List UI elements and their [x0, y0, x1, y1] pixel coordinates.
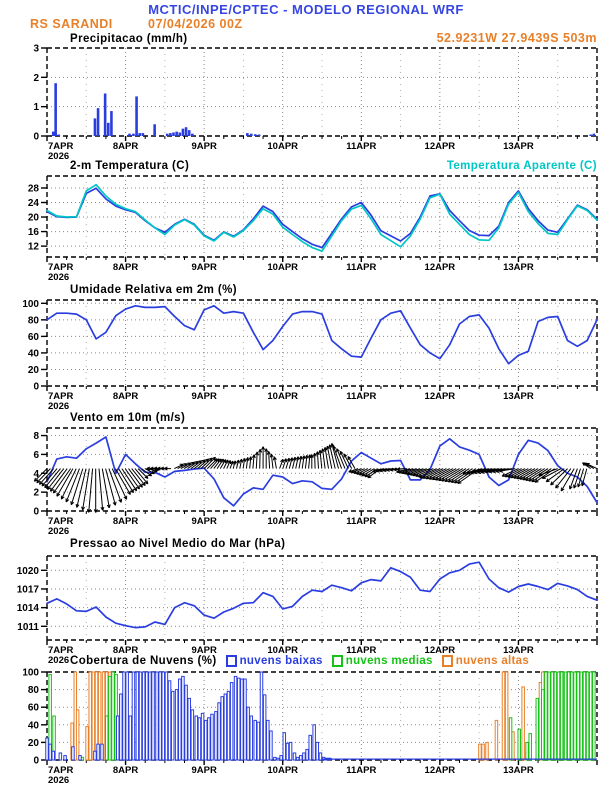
wind-arrow [305, 455, 308, 469]
y-tick-label: 2 [33, 487, 39, 499]
y-tick-label: 2 [33, 72, 39, 84]
cloud-bar-blue [296, 757, 299, 760]
cloud-bar-green [554, 672, 557, 760]
cloud-bar-blue [234, 676, 237, 760]
panel-title-precipitacao: Precipitacao (mm/h) [70, 33, 188, 45]
cloud-bar-blue [198, 718, 201, 760]
model-title: MCTIC/INPE/CPTEC - MODELO REGIONAL WRF [148, 2, 464, 17]
cloud-bar-blue [260, 672, 263, 760]
cloud-bar-blue [116, 716, 119, 760]
cloud-bar-orange [479, 744, 482, 760]
cloud-bar-blue [195, 716, 198, 760]
wind-arrow [299, 456, 302, 469]
cloud-bar-green [577, 672, 580, 760]
cloud-bar-blue [162, 672, 165, 760]
x-year-label: 2026 [48, 401, 70, 412]
wind-arrow [270, 454, 273, 469]
wind-arrow [302, 456, 305, 469]
wind-arrow [296, 457, 299, 469]
cloud-bar-blue [142, 672, 145, 760]
wind-arrow [310, 455, 313, 469]
cloud-bar-green [560, 672, 563, 760]
precip-bar [132, 134, 135, 136]
x-day-label: 13APR [503, 516, 534, 527]
cloud-bar-orange [522, 687, 525, 760]
y-tick-label: 0 [33, 381, 39, 393]
x-day-label: 10APR [267, 391, 299, 402]
y-tick-label: 60 [27, 702, 39, 714]
cloud-bar-green [567, 672, 570, 760]
y-tick-label: 80 [27, 315, 39, 327]
cloud-bar-green [526, 742, 529, 760]
cloud-bar-blue [247, 707, 250, 760]
cloud-bar-blue [146, 672, 149, 760]
cloud-bar-blue [191, 710, 194, 760]
wind-arrow [102, 469, 110, 508]
precip-bar [172, 132, 175, 136]
precip-bar [593, 134, 596, 136]
cloud-bar-blue [230, 683, 233, 760]
run-datetime: 07/04/2026 00Z [148, 17, 243, 31]
wind-arrow [256, 452, 259, 469]
cloud-bar-blue [208, 718, 211, 760]
precip-bar [107, 123, 110, 136]
cloud-bar-blue [224, 694, 227, 760]
cloud-bar-orange [482, 744, 485, 760]
wind-arrow [240, 459, 243, 469]
cloud-bar-blue [156, 672, 159, 760]
wind-arrow [53, 469, 70, 494]
cloud-bar-orange [486, 742, 489, 760]
x-day-label: 12APR [424, 765, 456, 776]
x-day-label: 7APR [48, 516, 74, 527]
cloud-bar-green [557, 672, 560, 760]
cloud-bar-blue [227, 691, 230, 760]
cloud-bar-green [564, 672, 567, 760]
x-day-label: 8APR [112, 516, 139, 527]
precip-bar [175, 132, 178, 136]
precip-bar [110, 111, 113, 136]
wind-arrow [48, 469, 64, 490]
x-day-label: 12APR [424, 391, 456, 402]
wind-arrow [316, 452, 319, 469]
cloud-bar-blue [64, 756, 66, 760]
precip-bar [258, 135, 261, 136]
cloud-bar-blue [283, 733, 286, 760]
wind-arrow [586, 464, 597, 469]
precip-bar [246, 133, 249, 136]
cloud-bar-blue [159, 672, 162, 760]
cloud-bar-blue [149, 672, 152, 760]
x-day-label: 13APR [503, 391, 534, 402]
y-tick-label: 20 [27, 212, 39, 224]
cloud-bar-blue [201, 713, 204, 760]
wind-arrow [262, 447, 265, 469]
cloud-bar-blue [204, 720, 207, 760]
cloud-bar-green [109, 676, 112, 760]
x-day-label: 11APR [346, 765, 377, 776]
y-tick-label: 24 [27, 198, 39, 210]
cloud-bar-blue [126, 672, 128, 760]
y-tick-label: 4 [33, 468, 39, 480]
x-day-label: 12APR [424, 516, 456, 527]
y-tick-label: 20 [27, 364, 39, 376]
precip-bar [128, 134, 131, 136]
wind-arrow [319, 450, 322, 469]
cloud-bar-green [529, 734, 532, 760]
precip-bar [589, 135, 592, 136]
x-day-label: 10APR [267, 516, 299, 527]
panel-title-umidade: Umidade Relativa em 2m (%) [70, 284, 237, 296]
x-day-label: 8APR [112, 262, 139, 273]
cloud-bar-blue [185, 685, 188, 760]
cloud-bar-blue [237, 678, 240, 760]
cloud-bar-blue [257, 722, 260, 760]
x-day-label: 10APR [267, 645, 299, 656]
x-day-label: 10APR [267, 765, 299, 776]
cloud-bar-blue [94, 751, 97, 760]
x-day-label: 12APR [424, 645, 456, 656]
precip-bar [254, 134, 257, 136]
cloud-bar-blue [132, 672, 135, 760]
cloud-bar-blue [152, 672, 155, 760]
y-tick-label: 1 [33, 102, 39, 114]
precip-bar [188, 130, 191, 136]
legend-temperatura-aparente: Temperatura Aparente (C) [446, 160, 597, 172]
cloud-bar-blue [300, 756, 303, 760]
x-day-label: 11APR [346, 262, 377, 273]
x-day-label: 13APR [503, 765, 534, 776]
cloud-bar-blue [303, 753, 306, 760]
x-day-label: 8APR [112, 765, 139, 776]
cloud-bar-blue [244, 679, 247, 760]
x-year-label: 2026 [48, 526, 70, 537]
cloud-bar-blue [289, 742, 292, 760]
cloud-bar-blue [293, 753, 296, 760]
x-day-label: 9APR [191, 516, 217, 527]
precip-bar [52, 132, 55, 136]
x-day-label: 13APR [503, 141, 534, 152]
y-tick-label: 28 [27, 183, 39, 195]
series-line-blue [47, 437, 597, 506]
wind-arrow [236, 460, 239, 469]
x-day-label: 7APR [48, 141, 74, 152]
x-day-label: 12APR [424, 262, 456, 273]
precip-bar [250, 134, 253, 136]
y-tick-label: 100 [22, 667, 39, 679]
cloud-bar-blue [270, 731, 273, 760]
x-day-label: 10APR [267, 262, 299, 273]
series-line-blue [47, 306, 597, 364]
cloud-bar-blue [306, 749, 309, 760]
cloud-bar-blue [136, 672, 139, 760]
series-line-blue [47, 562, 597, 627]
x-year-label: 2026 [48, 775, 70, 786]
wind-arrow [243, 458, 246, 468]
cloud-bar-blue [79, 756, 82, 760]
wind-arrow [233, 461, 236, 469]
x-day-label: 10APR [267, 141, 299, 152]
cloud-bar-blue [182, 676, 185, 760]
x-day-label: 9APR [191, 391, 217, 402]
cloud-bar-green [542, 690, 545, 760]
x-day-label: 11APR [346, 141, 377, 152]
precip-bar [97, 108, 100, 136]
station-name: RS SARANDI [30, 17, 113, 31]
wind-arrow [267, 451, 270, 468]
y-tick-label: 1020 [16, 565, 39, 577]
cloud-bar-green [551, 672, 554, 760]
x-day-label: 8APR [112, 391, 139, 402]
wind-arrow [246, 457, 249, 468]
y-tick-label: 0 [33, 755, 39, 767]
precip-bar [169, 133, 172, 136]
precip-bar [57, 135, 60, 136]
cloud-bar-blue [129, 716, 132, 760]
y-tick-label: 16 [27, 227, 39, 239]
cloud-bar-blue [101, 744, 104, 760]
precip-bar [54, 83, 57, 136]
cloud-bar-blue [267, 720, 270, 760]
x-day-label: 9APR [191, 765, 217, 776]
cloud-bar-green [545, 672, 548, 760]
cloud-bar-green [571, 672, 574, 760]
wind-arrow [313, 453, 316, 469]
cloud-bar-blue [250, 716, 253, 760]
cloud-bar-blue [171, 691, 174, 760]
x-day-label: 11APR [346, 645, 377, 656]
cloud-bar-orange [92, 672, 95, 760]
x-day-label: 8APR [112, 645, 139, 656]
x-day-label: 7APR [48, 391, 74, 402]
x-day-label: 7APR [48, 645, 74, 656]
cloud-bar-green [580, 672, 583, 760]
y-tick-label: 1017 [16, 584, 39, 596]
precip-bar [166, 134, 169, 136]
legend-nuvens-altas-label: nuvens altas [455, 655, 530, 667]
y-tick-label: 80 [27, 685, 39, 697]
cloud-bar-blue [139, 672, 142, 760]
y-tick-label: 1014 [16, 603, 39, 615]
x-day-label: 13APR [503, 645, 534, 656]
x-year-label: 2026 [48, 655, 70, 666]
y-tick-label: 40 [27, 348, 39, 360]
wind-arrow [164, 467, 171, 470]
cloud-bar-blue [188, 698, 191, 760]
cloud-bar-green [583, 672, 586, 760]
panel-title-nuvens: Cobertura de Nuvens (%) [70, 655, 217, 667]
cloud-bar-blue [309, 735, 312, 760]
wind-arrow [252, 455, 255, 469]
cloud-bar-blue [277, 758, 280, 760]
y-tick-label: 8 [33, 431, 39, 443]
cloud-bar-green [589, 672, 592, 760]
panel-title-temperatura: 2-m Temperatura (C) [70, 160, 190, 172]
y-tick-label: 6 [33, 449, 39, 461]
cloud-bar-green [586, 672, 589, 760]
wind-arrow [50, 469, 67, 492]
cloud-bar-blue [254, 720, 257, 760]
wind-arrow [82, 469, 90, 510]
x-day-label: 9APR [191, 645, 217, 656]
cloud-bar-blue [59, 753, 62, 760]
cloud-bar-blue [215, 712, 218, 760]
y-tick-label: 0 [33, 131, 39, 143]
precip-bar [142, 133, 145, 136]
x-day-label: 7APR [48, 765, 74, 776]
cloud-bar-orange [76, 710, 79, 760]
cloud-bar-blue [218, 703, 221, 760]
precip-bar [153, 124, 156, 136]
cloud-bar-green [548, 672, 551, 760]
x-day-label: 7APR [48, 262, 74, 273]
cloud-bar-green [518, 729, 521, 760]
cloud-bar-green [593, 672, 596, 760]
x-day-label: 12APR [424, 141, 456, 152]
panel-title-pressao: Pressao ao Nivel Medio do Mar (hPa) [70, 538, 286, 550]
x-day-label: 9APR [191, 262, 217, 273]
cloud-bar-green [574, 672, 577, 760]
cloud-bar-blue [168, 681, 171, 760]
cloud-bar-blue [319, 753, 322, 760]
wind-arrow [259, 449, 262, 468]
y-tick-label: 3 [33, 43, 39, 55]
cloud-bar-blue [286, 743, 289, 760]
x-year-label: 2026 [48, 151, 70, 162]
cloud-bar-green [509, 718, 512, 760]
precip-bar [138, 133, 141, 136]
cloud-bar-blue [46, 738, 49, 760]
cloud-bar-blue [72, 747, 75, 760]
cloud-bar-blue [165, 672, 168, 760]
precip-bar [191, 134, 194, 136]
panel-title-vento: Vento em 10m (m/s) [70, 412, 186, 424]
cloud-bar-green [112, 672, 115, 760]
precip-bar [185, 127, 188, 136]
cloud-bar-blue [52, 751, 55, 760]
cloud-bar-orange [502, 672, 505, 760]
cloud-bar-blue [211, 714, 214, 760]
cloud-bar-blue [280, 756, 283, 760]
x-day-label: 9APR [191, 141, 217, 152]
cloud-bar-blue [221, 697, 224, 760]
cloud-bar-blue [241, 679, 244, 760]
y-tick-label: 100 [22, 298, 39, 310]
x-day-label: 11APR [346, 516, 377, 527]
wind-arrow [273, 457, 276, 469]
precip-bar [135, 96, 138, 136]
legend-nuvens-medias-label: nuvens medias [345, 655, 433, 667]
cloud-bar-green [536, 698, 539, 760]
wind-arrow [94, 469, 97, 513]
wind-arrow [293, 457, 297, 469]
wind-arrow [265, 449, 268, 469]
y-tick-label: 20 [27, 737, 39, 749]
x-day-label: 8APR [112, 141, 139, 152]
cloud-bar-blue [274, 757, 277, 760]
x-day-label: 11APR [346, 391, 377, 402]
cloud-bar-blue [123, 672, 126, 760]
cloud-bar-green [105, 716, 108, 760]
location-coordinates: 52.9231W 27.9439S 503m [436, 31, 597, 45]
precip-bar [182, 129, 185, 136]
cloud-bar-blue [175, 690, 178, 760]
y-tick-label: 0 [33, 506, 39, 518]
cloud-bar-blue [316, 742, 319, 760]
cloud-bar-blue [179, 679, 182, 760]
wind-arrow [249, 457, 252, 469]
cloud-bar-blue [49, 744, 52, 760]
cloud-bar-blue [263, 695, 266, 760]
x-year-label: 2026 [48, 272, 70, 283]
cloud-bar-orange [495, 720, 498, 760]
y-tick-label: 60 [27, 331, 39, 343]
cloud-bar-blue [120, 694, 123, 760]
cloud-bar-orange [86, 727, 89, 760]
y-tick-label: 12 [27, 241, 39, 253]
cloud-bar-blue [313, 725, 316, 760]
precip-bar [178, 132, 181, 136]
precip-bar [94, 118, 97, 136]
cloud-bar-blue [97, 744, 100, 760]
wind-arrow [582, 469, 587, 486]
cloud-bar-orange [505, 672, 508, 760]
cloud-bar-orange [89, 672, 92, 760]
y-tick-label: 40 [27, 720, 39, 732]
legend-nuvens-baixas-label: nuvens baixas [239, 655, 323, 667]
y-tick-label: 1011 [17, 621, 39, 633]
precip-bar [104, 93, 107, 136]
x-day-label: 13APR [503, 262, 534, 273]
